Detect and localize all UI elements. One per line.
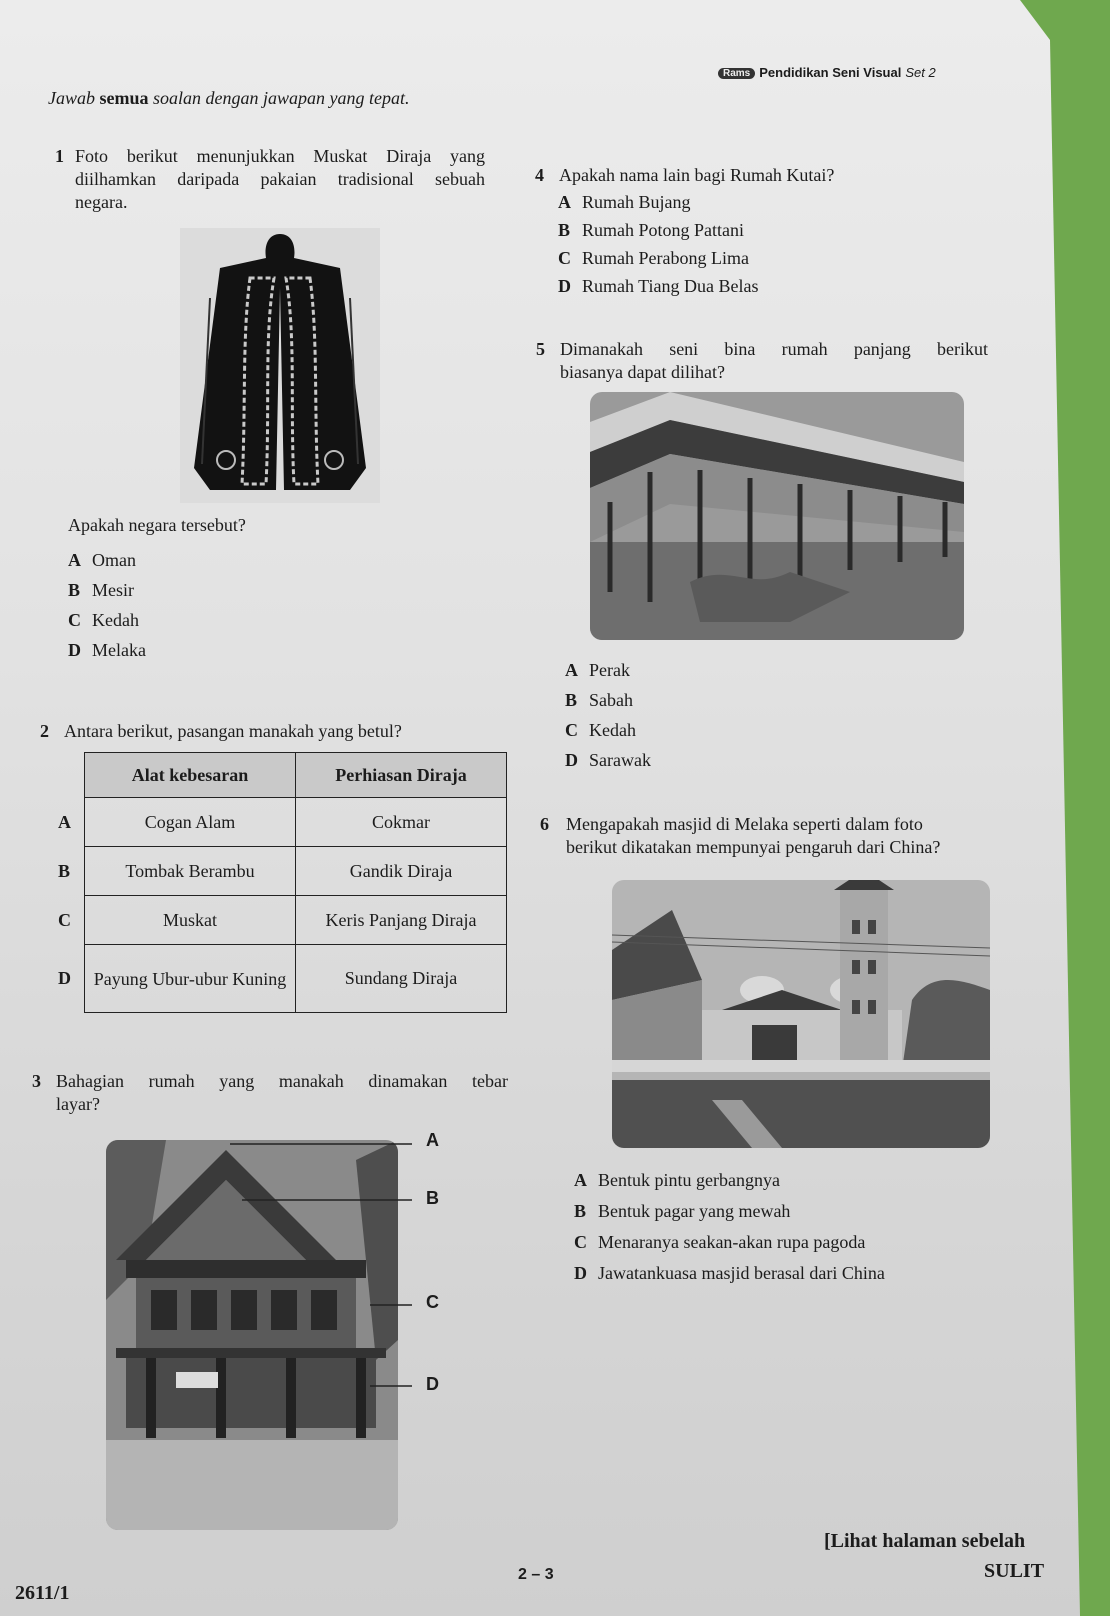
option-label: B	[558, 220, 571, 240]
option-label: A	[574, 1170, 587, 1190]
option-label: C	[574, 1232, 587, 1252]
row-label: C	[58, 909, 71, 930]
option-label: A	[68, 550, 81, 570]
callout-a[interactable]: A	[426, 1130, 439, 1150]
table-row[interactable]	[58, 798, 507, 847]
question-1-options	[68, 545, 146, 665]
option-text: Rumah Tiang Dua Belas	[582, 276, 759, 296]
question-1	[55, 145, 485, 214]
table-row[interactable]	[58, 847, 507, 896]
table-cell: Keris Panjang Diraja	[296, 896, 507, 945]
option-text: Oman	[92, 550, 136, 570]
table-cell: Cogan Alam	[85, 798, 296, 847]
question-1-prompt: Apakah negara tersebut?	[68, 515, 246, 535]
option-a[interactable]	[574, 1165, 885, 1196]
callout-c[interactable]: C	[426, 1292, 439, 1312]
question-number: 6	[540, 814, 549, 834]
option-b[interactable]	[68, 575, 146, 605]
question-5-options	[565, 655, 651, 775]
option-d[interactable]	[565, 745, 651, 775]
option-label: A	[558, 192, 571, 212]
longhouse-photo	[590, 392, 964, 640]
question-text: Dimanakah seni bina rumah panjang berikut	[560, 339, 988, 359]
option-label: B	[68, 580, 81, 600]
option-c[interactable]	[558, 244, 759, 272]
option-label: D	[68, 640, 81, 660]
question-text: berikut dikatakan mempunyai pengaruh dari China?	[566, 837, 941, 857]
option-label: D	[565, 750, 578, 770]
row-label: B	[58, 860, 71, 881]
muskat-jacket-photo	[180, 228, 380, 503]
option-text: Mesir	[92, 580, 134, 600]
table-row[interactable]	[58, 896, 507, 945]
option-label: C	[68, 610, 81, 630]
option-b[interactable]	[558, 216, 759, 244]
paper-code: 2611/1	[15, 1582, 70, 1604]
question-text: Mengapakah masjid di Melaka seperti dalam foto	[566, 814, 923, 834]
table-cell: Gandik Diraja	[296, 847, 507, 896]
option-text: Perak	[589, 660, 630, 680]
instruction-word: Jawab	[48, 88, 95, 108]
question-4	[535, 164, 834, 187]
option-label: D	[574, 1263, 587, 1283]
next-page-note: [Lihat halaman sebelah	[824, 1530, 1026, 1552]
question-number: 2	[40, 721, 49, 741]
option-label: A	[565, 660, 578, 680]
question-4-options	[558, 188, 759, 300]
table-cell: Payung Ubur-ubur Kuning	[85, 945, 296, 1013]
question-6	[540, 813, 940, 859]
table-row[interactable]	[58, 945, 507, 1013]
option-text: Kedah	[92, 610, 139, 630]
question-text: diilhamkan daripada pakaian tradisional sebuah	[75, 169, 485, 189]
question-2	[40, 720, 402, 743]
option-text: Jawatankuasa masjid berasal dari China	[598, 1263, 885, 1283]
question-text: biasanya dapat dilihat?	[560, 362, 725, 382]
question-number: 1	[55, 146, 64, 166]
option-text: Bentuk pagar yang mewah	[598, 1201, 791, 1221]
table-cell: Cokmar	[296, 798, 507, 847]
option-text: Rumah Perabong Lima	[582, 248, 749, 268]
option-label: B	[574, 1201, 587, 1221]
option-label: B	[565, 690, 578, 710]
option-text: Bentuk pintu gerbangnya	[598, 1170, 780, 1190]
option-c[interactable]	[565, 715, 651, 745]
row-label: D	[58, 968, 71, 988]
table-header: Perhiasan Diraja	[296, 753, 507, 798]
question-text: Apakah nama lain bagi Rumah Kutai?	[559, 165, 835, 185]
option-d[interactable]	[558, 272, 759, 300]
option-text: Menaranya seakan-akan rupa pagoda	[598, 1232, 866, 1252]
question-text: Bahagian rumah yang manakah dinamakan tebar	[56, 1071, 508, 1091]
question-number: 3	[32, 1071, 41, 1091]
option-a[interactable]	[558, 188, 759, 216]
callout-d[interactable]: D	[426, 1374, 439, 1394]
option-text: Rumah Potong Pattani	[582, 220, 744, 240]
callout-b[interactable]: B	[426, 1188, 439, 1208]
option-label: D	[558, 276, 571, 296]
row-label: A	[58, 811, 71, 832]
option-a[interactable]	[565, 655, 651, 685]
question-text: Antara berikut, pasangan manakah yang betul?	[64, 721, 402, 741]
question-3	[32, 1070, 508, 1116]
instruction-text: soalan dengan jawapan yang tepat.	[153, 88, 410, 108]
set-label: Set 2	[905, 65, 936, 80]
option-label: C	[558, 248, 571, 268]
question-text: Foto berikut menunjukkan Muskat Diraja yang	[75, 146, 485, 166]
option-text: Sarawak	[589, 750, 651, 770]
publisher-logo: Rams	[718, 68, 755, 79]
table-cell: Sundang Diraja	[296, 945, 507, 1013]
pairing-table	[58, 752, 507, 1013]
page-number: 2 – 3	[518, 1566, 554, 1583]
question-5	[536, 338, 988, 384]
mosque-photo	[612, 880, 990, 1148]
option-d[interactable]	[574, 1258, 885, 1289]
question-text: negara.	[75, 192, 128, 212]
header	[718, 64, 936, 82]
option-text: Rumah Bujang	[582, 192, 691, 212]
callout-lines	[150, 1140, 420, 1410]
confidential-label: SULIT	[984, 1560, 1045, 1582]
option-c[interactable]	[574, 1227, 885, 1258]
option-b[interactable]	[565, 685, 651, 715]
table-cell: Muskat	[85, 896, 296, 945]
instruction-emphasis: semua	[99, 88, 149, 108]
option-label: C	[565, 720, 578, 740]
question-6-options	[574, 1165, 885, 1289]
option-text: Melaka	[92, 640, 146, 660]
question-text: layar?	[56, 1094, 100, 1114]
table-cell: Tombak Berambu	[85, 847, 296, 896]
option-text: Kedah	[589, 720, 636, 740]
option-c[interactable]	[68, 605, 146, 635]
option-b[interactable]	[574, 1196, 885, 1227]
instruction	[48, 88, 409, 109]
question-number: 5	[536, 339, 545, 359]
option-d[interactable]	[68, 635, 146, 665]
subject-title: Pendidikan Seni Visual	[759, 65, 902, 80]
table-header: Alat kebesaran	[85, 753, 296, 798]
question-number: 4	[535, 165, 544, 185]
option-a[interactable]	[68, 545, 146, 575]
option-text: Sabah	[589, 690, 633, 710]
